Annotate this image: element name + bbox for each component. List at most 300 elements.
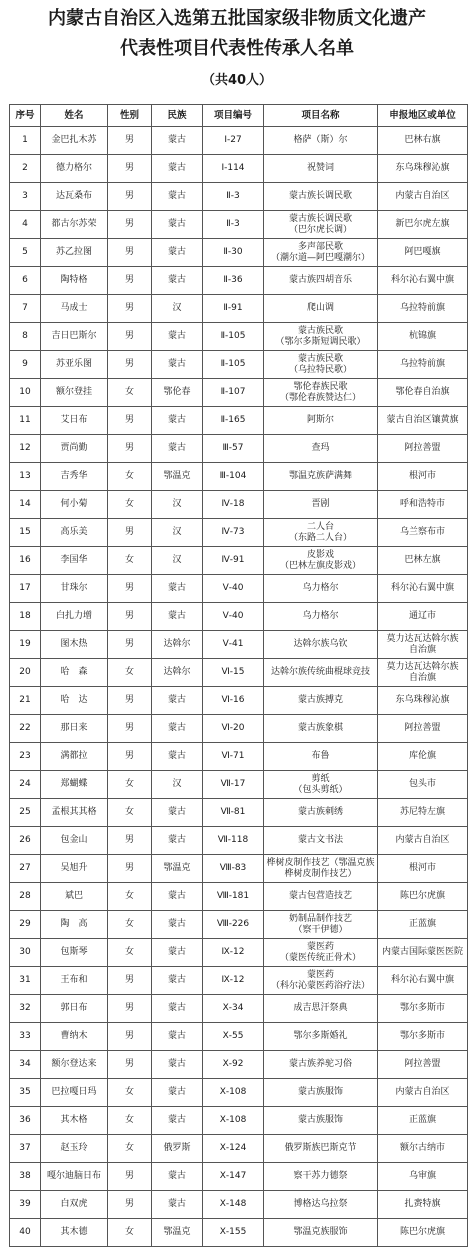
- name-cell: 李国华: [41, 547, 108, 575]
- gender-cell: 男: [108, 743, 152, 771]
- project-name-cell-line: 蒙古族搏克: [297, 695, 343, 705]
- region-cell-line: 自治旗: [408, 672, 436, 683]
- project-code-cell: Ⅳ-91: [203, 547, 264, 575]
- project-code-cell: Ⅲ-104: [203, 463, 264, 491]
- project-name-cell-line: 蒙古包营造技艺: [288, 891, 352, 901]
- serial-cell: 22: [10, 715, 41, 743]
- name-cell: 苏亚乐图: [41, 351, 108, 379]
- project-name-cell-line: 鄂尔多斯婚礼: [293, 1031, 348, 1041]
- name-cell: 都古尔苏荣: [41, 211, 108, 239]
- header-name: 姓名: [41, 105, 108, 127]
- project-code-cell: Ⅲ-57: [203, 435, 264, 463]
- serial-cell: 39: [10, 1191, 41, 1219]
- region-cell: [378, 323, 468, 351]
- region-cell-line: 莫力达瓦达斡尔族: [386, 633, 459, 644]
- region-cell-line: 蒙古自治区镶黄旗: [386, 415, 459, 425]
- project-name-cell-line: （鄂伦春族赞达仁）: [279, 392, 361, 403]
- serial-cell: 24: [10, 771, 41, 799]
- table-row: [10, 799, 468, 827]
- name-cell: 郭日布: [41, 995, 108, 1023]
- table-row: [10, 995, 468, 1023]
- serial-cell: 15: [10, 519, 41, 547]
- ethnicity-cell: 蒙古: [152, 575, 203, 603]
- table-row: [10, 491, 468, 519]
- serial-cell: 35: [10, 1079, 41, 1107]
- region-cell-line: 阿巴嘎旗: [404, 247, 441, 257]
- project-name-cell-line: 蒙古族养驼习俗: [288, 1059, 352, 1069]
- project-name-cell-line: （乌拉特民歌）: [288, 364, 352, 375]
- region-cell: [378, 127, 468, 155]
- serial-cell: 29: [10, 911, 41, 939]
- region-cell: [378, 295, 468, 323]
- name-cell: 吉秀华: [41, 463, 108, 491]
- project-name-cell: [264, 1135, 378, 1163]
- table-row: [10, 1079, 468, 1107]
- project-name-cell-line: 桦树皮制作技艺（鄂温克族: [266, 857, 375, 868]
- project-name-cell-line: （蒙医传统正骨术）: [279, 952, 361, 963]
- gender-cell: 男: [108, 995, 152, 1023]
- name-cell: 贾尚勤: [41, 435, 108, 463]
- region-cell: [378, 407, 468, 435]
- project-code-cell: Ⅱ-91: [203, 295, 264, 323]
- region-cell-line: 阿拉善盟: [404, 1059, 441, 1069]
- project-name-cell: [264, 239, 378, 267]
- project-name-cell: [264, 967, 378, 995]
- name-cell: 赵玉玲: [41, 1135, 108, 1163]
- table-row: [10, 267, 468, 295]
- project-code-cell: Ⅵ-15: [203, 659, 264, 687]
- region-cell-line: 新巴尔虎左旗: [395, 219, 450, 229]
- project-code-cell: Ⅳ-18: [203, 491, 264, 519]
- project-code-cell: Ⅴ-40: [203, 575, 264, 603]
- project-name-cell-line: 达斡尔族传统曲棍球竞技: [270, 667, 370, 677]
- table-row: [10, 1135, 468, 1163]
- gender-cell: 女: [108, 379, 152, 407]
- region-cell: [378, 855, 468, 883]
- region-cell: [378, 883, 468, 911]
- serial-cell: 3: [10, 183, 41, 211]
- project-name-cell-line: （科尔沁蒙医药浴疗法）: [270, 980, 370, 991]
- project-code-cell: Ⅷ-226: [203, 911, 264, 939]
- serial-cell: 27: [10, 855, 41, 883]
- ethnicity-cell: 达斡尔: [152, 631, 203, 659]
- serial-cell: 13: [10, 463, 41, 491]
- region-cell: [378, 967, 468, 995]
- project-name-cell-line: 布鲁: [311, 751, 330, 761]
- project-name-cell-line: （巴尔虎长调）: [288, 224, 352, 235]
- gender-cell: 女: [108, 1219, 152, 1247]
- gender-cell: 女: [108, 1135, 152, 1163]
- serial-cell: 6: [10, 267, 41, 295]
- ethnicity-cell: 俄罗斯: [152, 1135, 203, 1163]
- table-row: [10, 183, 468, 211]
- name-cell: 哈 森: [41, 659, 108, 687]
- serial-cell: 20: [10, 659, 41, 687]
- inheritors-table: [9, 104, 468, 1247]
- region-cell: [378, 267, 468, 295]
- region-cell: [378, 155, 468, 183]
- project-name-cell: [264, 267, 378, 295]
- gender-cell: 男: [108, 435, 152, 463]
- region-cell: [378, 911, 468, 939]
- project-name-cell-line: 剪纸: [311, 773, 330, 784]
- project-code-cell: Ⅹ-155: [203, 1219, 264, 1247]
- project-name-cell-line: 蒙古族服饰: [297, 1087, 343, 1097]
- region-cell-line: 自治旗: [408, 644, 436, 655]
- gender-cell: 男: [108, 407, 152, 435]
- gender-cell: 男: [108, 351, 152, 379]
- project-name-cell-line: （潮尔道—阿巴嘎潮尔）: [270, 252, 370, 263]
- serial-cell: 25: [10, 799, 41, 827]
- table-row: [10, 351, 468, 379]
- project-name-cell-line: 蒙古族象棋: [297, 723, 343, 733]
- region-cell: [378, 995, 468, 1023]
- region-cell: [378, 939, 468, 967]
- title-line-2: 代表性项目代表性传承人名单: [120, 38, 354, 59]
- name-cell: 高乐美: [41, 519, 108, 547]
- project-name-cell-line: 爬山调: [306, 303, 334, 313]
- project-name-cell: [264, 519, 378, 547]
- ethnicity-cell: 蒙古: [152, 715, 203, 743]
- name-cell: 曹纳木: [41, 1023, 108, 1051]
- serial-cell: 28: [10, 883, 41, 911]
- region-cell-line: 巴林右旗: [404, 135, 441, 145]
- table-row: [10, 883, 468, 911]
- gender-cell: 男: [108, 1191, 152, 1219]
- project-name-cell-line: 俄罗斯族巴斯克节: [284, 1143, 357, 1153]
- serial-cell: 11: [10, 407, 41, 435]
- project-name-cell-line: 蒙古族四胡音乐: [288, 275, 352, 285]
- gender-cell: 女: [108, 771, 152, 799]
- region-cell: [378, 463, 468, 491]
- project-name-cell: [264, 1191, 378, 1219]
- gender-cell: 男: [108, 631, 152, 659]
- region-cell-line: 乌拉特前旗: [399, 359, 445, 369]
- region-cell: [378, 1135, 468, 1163]
- project-name-cell-line: 二人台: [306, 521, 334, 532]
- project-name-cell-line: 奶制品制作技艺: [288, 913, 352, 924]
- name-cell: 吉日巴斯尔: [41, 323, 108, 351]
- serial-cell: 17: [10, 575, 41, 603]
- gender-cell: 男: [108, 1163, 152, 1191]
- table-row: [10, 715, 468, 743]
- gender-cell: 男: [108, 127, 152, 155]
- region-cell: [378, 575, 468, 603]
- project-name-cell: [264, 1023, 378, 1051]
- project-name-cell: [264, 771, 378, 799]
- ethnicity-cell: 蒙古: [152, 995, 203, 1023]
- serial-cell: 16: [10, 547, 41, 575]
- project-name-cell: [264, 211, 378, 239]
- ethnicity-cell: 蒙古: [152, 351, 203, 379]
- project-name-cell: [264, 295, 378, 323]
- project-code-cell: Ⅶ-81: [203, 799, 264, 827]
- table-row: [10, 295, 468, 323]
- ethnicity-cell: 汉: [152, 491, 203, 519]
- project-code-cell: Ⅸ-12: [203, 939, 264, 967]
- project-name-cell-line: 查玛: [311, 443, 330, 453]
- project-name-cell: [264, 631, 378, 659]
- region-cell-line: 根河市: [408, 471, 436, 481]
- table-row: [10, 575, 468, 603]
- region-cell-line: 扎赉特旗: [404, 1199, 441, 1209]
- project-name-cell: [264, 575, 378, 603]
- gender-cell: 女: [108, 547, 152, 575]
- serial-cell: 5: [10, 239, 41, 267]
- name-cell: 德力格尔: [41, 155, 108, 183]
- name-cell: 吴旭升: [41, 855, 108, 883]
- name-cell: 哈 达: [41, 687, 108, 715]
- name-cell: 孟根其其格: [41, 799, 108, 827]
- name-cell: 斌巴: [41, 883, 108, 911]
- region-cell: [378, 211, 468, 239]
- project-code-cell: Ⅹ-147: [203, 1163, 264, 1191]
- region-cell-line: 内蒙古自治区: [395, 191, 450, 201]
- project-name-cell: [264, 715, 378, 743]
- region-cell-line: 东乌珠穆沁旗: [395, 695, 450, 705]
- gender-cell: 女: [108, 883, 152, 911]
- project-code-cell: Ⅱ-30: [203, 239, 264, 267]
- region-cell-line: 通辽市: [408, 611, 436, 621]
- table-row: [10, 407, 468, 435]
- project-name-cell: [264, 1219, 378, 1247]
- project-code-cell: Ⅵ-16: [203, 687, 264, 715]
- project-name-cell: [264, 1079, 378, 1107]
- serial-cell: 9: [10, 351, 41, 379]
- ethnicity-cell: 蒙古: [152, 687, 203, 715]
- project-name-cell: [264, 603, 378, 631]
- table-row: [10, 1107, 468, 1135]
- table-row: [10, 1191, 468, 1219]
- gender-cell: 女: [108, 911, 152, 939]
- project-code-cell: Ⅰ-27: [203, 127, 264, 155]
- project-name-cell-line: 蒙古族刺绣: [297, 807, 343, 817]
- gender-cell: 女: [108, 939, 152, 967]
- project-name-cell-line: 蒙古族长调民歌: [288, 213, 352, 224]
- table-row: [10, 939, 468, 967]
- project-code-cell: Ⅰ-114: [203, 155, 264, 183]
- region-cell: [378, 827, 468, 855]
- table-row: [10, 1051, 468, 1079]
- name-cell: 达瓦桑布: [41, 183, 108, 211]
- name-cell: 额尔登挂: [41, 379, 108, 407]
- ethnicity-cell: 蒙古: [152, 883, 203, 911]
- table-row: [10, 127, 468, 155]
- project-name-cell-line: 蒙古族民歌: [297, 325, 343, 336]
- serial-cell: 26: [10, 827, 41, 855]
- project-name-cell: [264, 827, 378, 855]
- project-name-cell: [264, 883, 378, 911]
- gender-cell: 男: [108, 1023, 152, 1051]
- region-cell-line: 陈巴尔虎旗: [399, 1227, 445, 1237]
- ethnicity-cell: 蒙古: [152, 799, 203, 827]
- project-name-cell-line: （察干伊德）: [293, 924, 348, 935]
- project-code-cell: Ⅱ-107: [203, 379, 264, 407]
- project-code-cell: Ⅹ-124: [203, 1135, 264, 1163]
- name-cell: 苏乙拉图: [41, 239, 108, 267]
- project-name-cell-line: 乌力格尔: [302, 583, 339, 593]
- name-cell: 白扎力增: [41, 603, 108, 631]
- ethnicity-cell: 蒙古: [152, 1163, 203, 1191]
- ethnicity-cell: 蒙古: [152, 435, 203, 463]
- gender-cell: 男: [108, 967, 152, 995]
- header-gender: 性别: [108, 105, 152, 127]
- name-cell: 图木热: [41, 631, 108, 659]
- gender-cell: 女: [108, 1079, 152, 1107]
- ethnicity-cell: 蒙古: [152, 1191, 203, 1219]
- region-cell-line: 根河市: [408, 863, 436, 873]
- gender-cell: 女: [108, 799, 152, 827]
- region-cell-line: 东乌珠穆沁旗: [395, 163, 450, 173]
- project-name-cell: [264, 127, 378, 155]
- region-cell-line: 鄂伦春自治旗: [395, 387, 450, 397]
- table-row: [10, 379, 468, 407]
- region-cell-line: 苏尼特左旗: [399, 807, 445, 817]
- region-cell-line: 科尔沁右翼中旗: [390, 275, 454, 285]
- ethnicity-cell: 蒙古: [152, 211, 203, 239]
- serial-cell: 21: [10, 687, 41, 715]
- project-name-cell-line: 鄂温克族服饰: [293, 1227, 348, 1237]
- region-cell-line: 杭锦旗: [408, 331, 436, 341]
- ethnicity-cell: 蒙古: [152, 967, 203, 995]
- ethnicity-cell: 蒙古: [152, 267, 203, 295]
- project-name-cell-line: 鄂温克族萨满舞: [288, 471, 352, 481]
- project-name-cell-line: （东路二人台）: [288, 532, 352, 543]
- name-cell: 郑蝴蝶: [41, 771, 108, 799]
- gender-cell: 男: [108, 855, 152, 883]
- project-code-cell: Ⅹ-55: [203, 1023, 264, 1051]
- serial-cell: 40: [10, 1219, 41, 1247]
- name-cell: 额尔登达来: [41, 1051, 108, 1079]
- name-cell: 白双虎: [41, 1191, 108, 1219]
- name-cell: 陶 高: [41, 911, 108, 939]
- region-cell: [378, 547, 468, 575]
- serial-cell: 10: [10, 379, 41, 407]
- gender-cell: 男: [108, 239, 152, 267]
- serial-cell: 36: [10, 1107, 41, 1135]
- ethnicity-cell: 汉: [152, 519, 203, 547]
- region-cell: [378, 1163, 468, 1191]
- project-code-cell: Ⅹ-92: [203, 1051, 264, 1079]
- project-name-cell: [264, 323, 378, 351]
- region-cell: [378, 631, 468, 659]
- project-name-cell-line: 察干苏力德祭: [293, 1171, 348, 1181]
- gender-cell: 男: [108, 575, 152, 603]
- serial-cell: 37: [10, 1135, 41, 1163]
- serial-cell: 34: [10, 1051, 41, 1079]
- gender-cell: 男: [108, 687, 152, 715]
- header-serial: 序号: [10, 105, 41, 127]
- gender-cell: 女: [108, 659, 152, 687]
- project-name-cell-line: 皮影戏: [306, 549, 334, 560]
- table-row: [10, 1219, 468, 1247]
- region-cell: [378, 1191, 468, 1219]
- serial-cell: 4: [10, 211, 41, 239]
- project-name-cell-line: 乌力格尔: [302, 611, 339, 621]
- region-cell: [378, 1219, 468, 1247]
- table-row: [10, 519, 468, 547]
- project-name-cell-line: 成吉思汗祭典: [293, 1003, 348, 1013]
- region-cell-line: 库伦旗: [408, 751, 436, 761]
- header-ethnicity: 民族: [152, 105, 203, 127]
- region-cell: [378, 351, 468, 379]
- table-row: [10, 855, 468, 883]
- region-cell-line: 巴林左旗: [404, 555, 441, 565]
- table-row: [10, 911, 468, 939]
- project-name-cell: [264, 379, 378, 407]
- gender-cell: 女: [108, 491, 152, 519]
- project-name-cell: [264, 407, 378, 435]
- region-cell-line: 莫力达瓦达斡尔族: [386, 661, 459, 672]
- serial-cell: 33: [10, 1023, 41, 1051]
- region-cell-line: 乌拉特前旗: [399, 303, 445, 313]
- ethnicity-cell: 汉: [152, 771, 203, 799]
- ethnicity-cell: 蒙古: [152, 1023, 203, 1051]
- project-name-cell: [264, 911, 378, 939]
- serial-cell: 30: [10, 939, 41, 967]
- region-cell-line: 阿拉善盟: [404, 443, 441, 453]
- name-cell: 金巴扎木苏: [41, 127, 108, 155]
- ethnicity-cell: 鄂伦春: [152, 379, 203, 407]
- name-cell: 巴拉嘎日玛: [41, 1079, 108, 1107]
- table-row: [10, 211, 468, 239]
- ethnicity-cell: 鄂温克: [152, 855, 203, 883]
- gender-cell: 女: [108, 1107, 152, 1135]
- gender-cell: 男: [108, 519, 152, 547]
- project-code-cell: Ⅹ-108: [203, 1079, 264, 1107]
- region-cell: [378, 799, 468, 827]
- table-row: [10, 435, 468, 463]
- ethnicity-cell: 蒙古: [152, 603, 203, 631]
- project-name-cell-line: 蒙医药: [306, 941, 334, 952]
- gender-cell: 男: [108, 827, 152, 855]
- project-name-cell-line: 格萨（斯）尔: [293, 135, 348, 145]
- region-cell-line: 内蒙古国际蒙医医院: [381, 947, 463, 957]
- table-row: [10, 323, 468, 351]
- ethnicity-cell: 蒙古: [152, 1079, 203, 1107]
- table-row: [10, 239, 468, 267]
- project-name-cell: [264, 183, 378, 211]
- region-cell-line: 陈巴尔虎旗: [399, 891, 445, 901]
- serial-cell: 7: [10, 295, 41, 323]
- gender-cell: 女: [108, 463, 152, 491]
- name-cell: 王布和: [41, 967, 108, 995]
- gender-cell: 男: [108, 183, 152, 211]
- serial-cell: 23: [10, 743, 41, 771]
- project-code-cell: Ⅴ-41: [203, 631, 264, 659]
- serial-cell: 12: [10, 435, 41, 463]
- region-cell: [378, 659, 468, 687]
- region-cell: [378, 379, 468, 407]
- table-row: [10, 771, 468, 799]
- project-name-cell-line: （包头剪纸）: [293, 784, 348, 795]
- region-cell-line: 阿拉善盟: [404, 723, 441, 733]
- ethnicity-cell: 鄂温克: [152, 463, 203, 491]
- project-code-cell: Ⅹ-148: [203, 1191, 264, 1219]
- project-name-cell: [264, 435, 378, 463]
- serial-cell: 1: [10, 127, 41, 155]
- name-cell: 其木德: [41, 1219, 108, 1247]
- table-row: [10, 155, 468, 183]
- project-name-cell: [264, 463, 378, 491]
- ethnicity-cell: 鄂温克: [152, 1219, 203, 1247]
- project-name-cell-line: 多声部民歌: [297, 241, 343, 252]
- ethnicity-cell: 蒙古: [152, 323, 203, 351]
- region-cell: [378, 715, 468, 743]
- project-code-cell: Ⅶ-17: [203, 771, 264, 799]
- project-code-cell: Ⅹ-108: [203, 1107, 264, 1135]
- table-row: [10, 687, 468, 715]
